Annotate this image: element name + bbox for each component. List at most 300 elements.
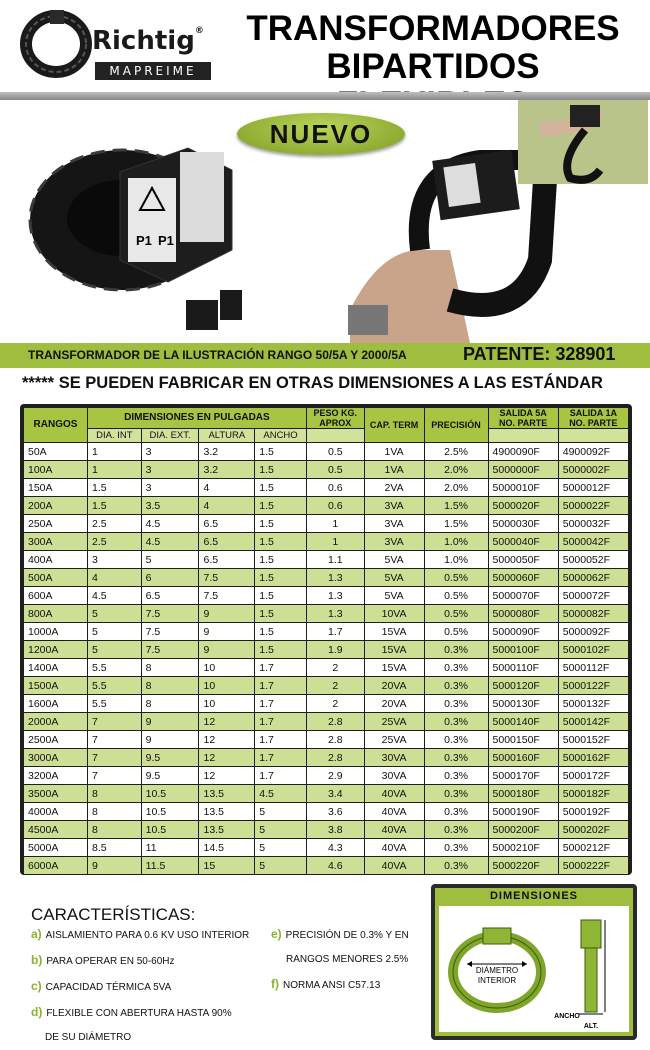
table-cell: 0.3%: [424, 803, 488, 821]
table-cell: 12: [199, 731, 255, 749]
table-cell: 0.3%: [424, 731, 488, 749]
table-cell: 9.5: [141, 767, 199, 785]
table-row: [24, 461, 629, 479]
dimensions-inner: [435, 888, 633, 1036]
table-cell: 5000052F: [558, 551, 628, 569]
table-cell: 13.5: [199, 785, 255, 803]
patent-label: PATENTE: 328901: [463, 344, 616, 364]
table-cell: 5000022F: [558, 497, 628, 515]
table-cell: 5: [255, 803, 307, 821]
table-cell: 5: [255, 839, 307, 857]
table-cell: 3VA: [364, 497, 424, 515]
table-cell: 1.5: [255, 605, 307, 623]
header-peso-spacer: [306, 429, 364, 443]
table-cell: 7: [88, 731, 142, 749]
table-cell: 3: [88, 551, 142, 569]
table-cell: 8: [141, 695, 199, 713]
table-cell: 0.3%: [424, 713, 488, 731]
table-cell: 5000080F: [488, 605, 558, 623]
table-cell: 25VA: [364, 713, 424, 731]
table-cell: 2: [306, 695, 364, 713]
header-dia-ext: DIA. EXT.: [141, 429, 199, 443]
table-cell: 5000042F: [558, 533, 628, 551]
table-cell: 5000122F: [558, 677, 628, 695]
dimensions-title: DIMENSIONES: [489, 890, 578, 902]
table-row: [24, 821, 629, 839]
feature-e-cont: RANGOS MENORES 2.5%: [286, 954, 409, 965]
table-cell: 1.7: [255, 731, 307, 749]
table-cell: 0.5%: [424, 605, 488, 623]
table-cell: 5000182F: [558, 785, 628, 803]
table-cell: 7.5: [141, 623, 199, 641]
table-row: [24, 785, 629, 803]
table-cell: 5000050F: [488, 551, 558, 569]
table-cell: 0.5%: [424, 569, 488, 587]
table-cell: 6000A: [24, 857, 88, 875]
table-cell: 4.5: [141, 533, 199, 551]
table-cell: 1.3: [306, 587, 364, 605]
table-cell: 4.6: [306, 857, 364, 875]
feature-e: e) PRECISIÓN DE 0.3% Y EN: [271, 927, 409, 941]
table-cell: 1VA: [364, 443, 424, 461]
logo-name: Richtig®: [92, 26, 204, 56]
table-cell: 5000040F: [488, 533, 558, 551]
table-cell: 40VA: [364, 803, 424, 821]
table-cell: 4.3: [306, 839, 364, 857]
table-cell: 4: [199, 497, 255, 515]
table-cell: 20VA: [364, 677, 424, 695]
table-cell: 1000A: [24, 623, 88, 641]
table-cell: 2VA: [364, 479, 424, 497]
table-cell: 8: [88, 803, 142, 821]
header-cap-term: CAP. TERM: [364, 408, 424, 443]
table-cell: 8: [88, 785, 142, 803]
header-dimensiones: DIMENSIONES EN PULGADAS: [88, 408, 307, 429]
characteristics-title: CARACTERÍSTICAS:: [31, 905, 196, 924]
table-cell: 5000110F: [488, 659, 558, 677]
table-cell: 40VA: [364, 839, 424, 857]
table-cell: 3.8: [306, 821, 364, 839]
transformer-photo-in-hand: [348, 150, 545, 343]
table-cell: 5000070F: [488, 587, 558, 605]
table-cell: 11: [141, 839, 199, 857]
table-cell: 0.3%: [424, 677, 488, 695]
table-row: [24, 731, 629, 749]
table-cell: 0.5%: [424, 587, 488, 605]
table-cell: 5000092F: [558, 623, 628, 641]
table-cell: 2.5: [88, 533, 142, 551]
table-cell: 10: [199, 695, 255, 713]
table-cell: 5000012F: [558, 479, 628, 497]
table-cell: 0.3%: [424, 857, 488, 875]
table-cell: 4.5: [88, 587, 142, 605]
table-cell: 5000142F: [558, 713, 628, 731]
header-divider: [0, 92, 650, 100]
dimensions-drawing: [439, 906, 629, 1032]
table-cell: 15VA: [364, 659, 424, 677]
table-cell: 1.5: [255, 533, 307, 551]
feature-d-cont: DE SU DIÁMETRO: [45, 1032, 132, 1043]
specs-table: [23, 407, 629, 875]
table-cell: 5000192F: [558, 803, 628, 821]
device-label-left: P1: [136, 233, 152, 248]
table-cell: 0.3%: [424, 659, 488, 677]
transformer-inset-photo: [518, 100, 648, 184]
diameter-label-1: DIÁMETRO: [475, 966, 519, 975]
header-rangos: RANGOS: [24, 408, 88, 443]
table-cell: 4900092F: [558, 443, 628, 461]
table-cell: 9: [141, 731, 199, 749]
table-cell: 0.5%: [424, 623, 488, 641]
table-cell: 5.5: [88, 695, 142, 713]
table-cell: 3200A: [24, 767, 88, 785]
illustration-caption: TRANSFORMADOR DE LA ILUSTRACIÓN RANGO 50/5A Y 2000/5A: [28, 348, 407, 362]
table-cell: 200A: [24, 497, 88, 515]
table-cell: 2: [306, 677, 364, 695]
table-cell: 3000A: [24, 749, 88, 767]
table-cell: 5000210F: [488, 839, 558, 857]
table-cell: 12: [199, 713, 255, 731]
table-cell: 15: [199, 857, 255, 875]
table-cell: 5000202F: [558, 821, 628, 839]
caption-bar: [0, 343, 650, 368]
table-cell: 800A: [24, 605, 88, 623]
table-cell: 100A: [24, 461, 88, 479]
alt-label: ALT.: [583, 1023, 599, 1030]
table-cell: 4: [88, 569, 142, 587]
table-cell: 2.5%: [424, 443, 488, 461]
table-cell: 5000112F: [558, 659, 628, 677]
header-s1-spacer: [558, 429, 628, 443]
table-row: [24, 839, 629, 857]
table-cell: 5.5: [88, 659, 142, 677]
table-cell: 2.9: [306, 767, 364, 785]
table-cell: 250A: [24, 515, 88, 533]
table-cell: 5000152F: [558, 731, 628, 749]
table-cell: 2.5: [88, 515, 142, 533]
feature-d: d) FLEXIBLE CON ABERTURA HASTA 90%: [31, 1005, 232, 1019]
table-cell: 7: [88, 767, 142, 785]
table-cell: 500A: [24, 569, 88, 587]
table-row: [24, 443, 629, 461]
table-cell: 3VA: [364, 533, 424, 551]
table-cell: 8: [141, 677, 199, 695]
custom-sizes-notice: ***** SE PUEDEN FABRICAR EN OTRAS DIMENSIONES A LAS ESTÁNDAR: [22, 374, 603, 392]
table-cell: 7: [88, 749, 142, 767]
table-cell: 4500A: [24, 821, 88, 839]
table-cell: 1.7: [255, 695, 307, 713]
table-cell: 10.5: [141, 803, 199, 821]
diameter-label-2: INTERIOR: [477, 976, 517, 985]
table-cell: 2.0%: [424, 461, 488, 479]
table-cell: 12: [199, 749, 255, 767]
table-cell: 3.2: [199, 443, 255, 461]
table-cell: 1.3: [306, 569, 364, 587]
table-cell: 6.5: [199, 533, 255, 551]
table-cell: 5000172F: [558, 767, 628, 785]
table-cell: 2.0%: [424, 479, 488, 497]
table-cell: 12: [199, 767, 255, 785]
table-cell: 5000010F: [488, 479, 558, 497]
table-cell: 8.5: [88, 839, 142, 857]
table-cell: 5000132F: [558, 695, 628, 713]
table-cell: 5000082F: [558, 605, 628, 623]
table-cell: 7.5: [141, 605, 199, 623]
table-cell: 0.3%: [424, 749, 488, 767]
table-row: [24, 857, 629, 875]
table-cell: 8: [88, 821, 142, 839]
header-dia-int: DIA. INT: [88, 429, 142, 443]
table-row: [24, 695, 629, 713]
table-row: [24, 569, 629, 587]
table-row: [24, 659, 629, 677]
table-cell: 5000002F: [558, 461, 628, 479]
table-row: [24, 587, 629, 605]
table-cell: 5000222F: [558, 857, 628, 875]
table-cell: 13.5: [199, 803, 255, 821]
new-badge: NUEVO: [237, 113, 405, 155]
table-cell: 1.5: [88, 479, 142, 497]
table-cell: 5000160F: [488, 749, 558, 767]
table-cell: 0.5: [306, 461, 364, 479]
table-cell: 5000060F: [488, 569, 558, 587]
table-cell: 1.1: [306, 551, 364, 569]
table-cell: 2500A: [24, 731, 88, 749]
table-cell: 1.5: [255, 641, 307, 659]
table-cell: 5.5: [88, 677, 142, 695]
table-cell: 2.8: [306, 731, 364, 749]
table-cell: 5000030F: [488, 515, 558, 533]
title-line-1: TRANSFORMADORES: [246, 9, 620, 48]
table-cell: 25VA: [364, 731, 424, 749]
table-cell: 5: [88, 641, 142, 659]
table-cell: 5000120F: [488, 677, 558, 695]
table-cell: 1.7: [306, 623, 364, 641]
table-cell: 5000150F: [488, 731, 558, 749]
table-cell: 14.5: [199, 839, 255, 857]
product-photos: [0, 100, 650, 343]
title-line-2: BIPARTIDOS: [326, 47, 540, 86]
ancho-label: ANCHO: [554, 1013, 580, 1020]
table-cell: 1.3: [306, 605, 364, 623]
table-cell: 3500A: [24, 785, 88, 803]
table-cell: 400A: [24, 551, 88, 569]
table-cell: 40VA: [364, 857, 424, 875]
table-cell: 30VA: [364, 749, 424, 767]
table-cell: 1.5: [255, 497, 307, 515]
table-cell: 1: [88, 443, 142, 461]
table-cell: 9: [199, 623, 255, 641]
feature-b: b) PARA OPERAR EN 50-60Hz: [31, 953, 175, 967]
table-cell: 7.5: [199, 587, 255, 605]
table-cell: 5VA: [364, 569, 424, 587]
header-salida-5a: SALIDA 5A NO. PARTE: [488, 408, 558, 429]
table-row: [24, 767, 629, 785]
header: [0, 0, 650, 92]
table-cell: 1.5: [88, 497, 142, 515]
dimensions-diagram: [439, 906, 629, 1032]
table-row: [24, 749, 629, 767]
feature-f: f) NORMA ANSI C57.13: [271, 977, 381, 991]
table-cell: 1.7: [255, 677, 307, 695]
table-cell: 50A: [24, 443, 88, 461]
table-cell: 5000220F: [488, 857, 558, 875]
table-cell: 0.3%: [424, 785, 488, 803]
table-cell: 0.3%: [424, 695, 488, 713]
table-row: [24, 677, 629, 695]
table-cell: 11.5: [141, 857, 199, 875]
table-cell: 5000100F: [488, 641, 558, 659]
table-cell: 5VA: [364, 587, 424, 605]
table-cell: 5000090F: [488, 623, 558, 641]
table-cell: 5000062F: [558, 569, 628, 587]
table-cell: 1.5%: [424, 497, 488, 515]
table-cell: 1: [88, 461, 142, 479]
table-cell: 1: [306, 515, 364, 533]
table-cell: 30VA: [364, 767, 424, 785]
table-cell: 4.5: [255, 785, 307, 803]
table-cell: 5000212F: [558, 839, 628, 857]
table-cell: 3.2: [199, 461, 255, 479]
table-cell: 7: [88, 713, 142, 731]
table-cell: 10.5: [141, 821, 199, 839]
table-cell: 5000130F: [488, 695, 558, 713]
table-cell: 3.6: [306, 803, 364, 821]
table-cell: 5000102F: [558, 641, 628, 659]
table-cell: 1.7: [255, 659, 307, 677]
header-peso: PESO KG. APROX: [306, 408, 364, 429]
table-cell: 1400A: [24, 659, 88, 677]
table-cell: 3.4: [306, 785, 364, 803]
table-cell: 3: [141, 461, 199, 479]
table-cell: 600A: [24, 587, 88, 605]
characteristics-list-right: [271, 922, 431, 998]
table-cell: 1.7: [255, 767, 307, 785]
table-cell: 40VA: [364, 821, 424, 839]
table-cell: 5000A: [24, 839, 88, 857]
table-cell: 5000200F: [488, 821, 558, 839]
table-cell: 5VA: [364, 551, 424, 569]
table-cell: 9: [199, 605, 255, 623]
table-cell: 1: [306, 533, 364, 551]
table-row: [24, 533, 629, 551]
table-cell: 2.8: [306, 749, 364, 767]
table-row: [24, 515, 629, 533]
table-cell: 0.3%: [424, 641, 488, 659]
table-cell: 1.5: [255, 587, 307, 605]
table-row: [24, 623, 629, 641]
table-cell: 9: [141, 713, 199, 731]
table-cell: 20VA: [364, 695, 424, 713]
table-row: [24, 713, 629, 731]
table-cell: 7.5: [141, 641, 199, 659]
logo-subtitle: MAPREIME: [95, 62, 211, 80]
table-cell: 4.5: [141, 515, 199, 533]
table-cell: 300A: [24, 533, 88, 551]
table-cell: 150A: [24, 479, 88, 497]
header-s5-spacer: [488, 429, 558, 443]
table-cell: 10VA: [364, 605, 424, 623]
table-cell: 9: [199, 641, 255, 659]
table-cell: 5000162F: [558, 749, 628, 767]
header-altura: ALTURA: [199, 429, 255, 443]
table-row: [24, 641, 629, 659]
table-cell: 1.5: [255, 623, 307, 641]
table-row: [24, 605, 629, 623]
table-cell: 1.5: [255, 479, 307, 497]
table-cell: 9: [88, 857, 142, 875]
specs-table-frame: [20, 404, 632, 875]
table-cell: 1VA: [364, 461, 424, 479]
table-cell: 0.6: [306, 497, 364, 515]
table-cell: 5: [255, 857, 307, 875]
header-precision: PRECISIÓN: [424, 408, 488, 443]
table-cell: 5000000F: [488, 461, 558, 479]
table-cell: 5000020F: [488, 497, 558, 515]
table-cell: 1500A: [24, 677, 88, 695]
table-cell: 4900090F: [488, 443, 558, 461]
table-cell: 9.5: [141, 749, 199, 767]
table-cell: 3: [141, 443, 199, 461]
table-cell: 3VA: [364, 515, 424, 533]
table-cell: 0.3%: [424, 839, 488, 857]
table-cell: 0.5: [306, 443, 364, 461]
table-cell: 1200A: [24, 641, 88, 659]
table-cell: 40VA: [364, 785, 424, 803]
table-cell: 3: [141, 479, 199, 497]
table-cell: 7.5: [199, 569, 255, 587]
table-cell: 1600A: [24, 695, 88, 713]
logo-ring-icon: [20, 8, 92, 78]
table-cell: 1.7: [255, 749, 307, 767]
table-cell: 1.5: [255, 461, 307, 479]
table-cell: 5000072F: [558, 587, 628, 605]
table-cell: 5000190F: [488, 803, 558, 821]
table-cell: 6.5: [199, 515, 255, 533]
table-cell: 10: [199, 677, 255, 695]
table-cell: 13.5: [199, 821, 255, 839]
table-row: [24, 479, 629, 497]
table-cell: 0.3%: [424, 767, 488, 785]
table-cell: 5000180F: [488, 785, 558, 803]
table-cell: 1.5: [255, 551, 307, 569]
table-cell: 1.5: [255, 569, 307, 587]
table-cell: 6.5: [199, 551, 255, 569]
characteristics-list-left: [31, 922, 271, 1050]
feature-c: c) CAPACIDAD TÉRMICA 5VA: [31, 979, 172, 993]
table-cell: 0.3%: [424, 821, 488, 839]
dimensions-box: [431, 884, 637, 1040]
feature-a: a) AISLAMIENTO PARA 0.6 KV USO INTERIOR: [31, 927, 250, 941]
header-ancho: ANCHO: [255, 429, 307, 443]
table-cell: 5: [255, 821, 307, 839]
table-cell: 6: [141, 569, 199, 587]
table-cell: 8: [141, 659, 199, 677]
table-cell: 3.5: [141, 497, 199, 515]
table-cell: 1.9: [306, 641, 364, 659]
device-label-right: P1: [158, 233, 174, 248]
table-cell: 4: [199, 479, 255, 497]
table-cell: 15VA: [364, 623, 424, 641]
table-cell: 1.7: [255, 713, 307, 731]
table-cell: 10: [199, 659, 255, 677]
table-row: [24, 551, 629, 569]
table-cell: 5: [88, 605, 142, 623]
table-cell: 1.5%: [424, 515, 488, 533]
table-cell: 5000170F: [488, 767, 558, 785]
specs-table-body: [24, 443, 629, 875]
table-cell: 1.5: [255, 515, 307, 533]
